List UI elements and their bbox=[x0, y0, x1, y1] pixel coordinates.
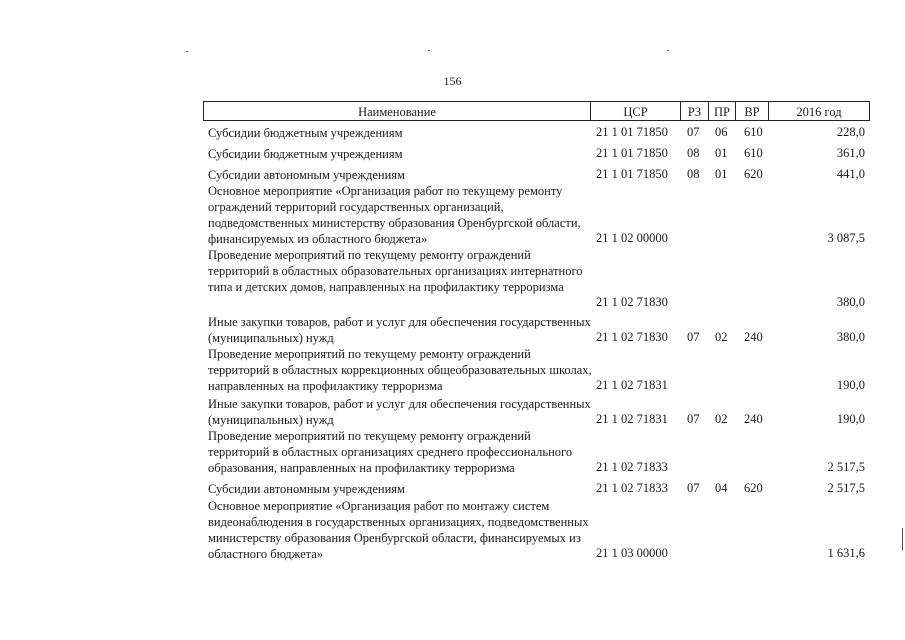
table-row bbox=[0, 146, 905, 164]
header-rz: РЗ bbox=[687, 105, 702, 119]
row-rz: 07 bbox=[687, 481, 700, 495]
row-csr: 21 1 02 00000 bbox=[596, 231, 668, 245]
table-row bbox=[0, 183, 905, 248]
scan-speck bbox=[186, 51, 188, 52]
row-sum: 1 631,6 bbox=[827, 546, 865, 560]
row-rz: 07 bbox=[687, 125, 700, 139]
row-sum: 361,0 bbox=[836, 146, 865, 160]
table-header bbox=[203, 101, 870, 121]
scan-speck bbox=[428, 50, 430, 51]
row-name: Субсидии автономным учреждениям bbox=[208, 168, 405, 182]
row-pr: 06 bbox=[715, 125, 728, 139]
row-csr: 21 1 02 71831 bbox=[596, 412, 668, 426]
row-sum: 190,0 bbox=[836, 378, 865, 392]
row-csr: 21 1 01 71850 bbox=[596, 146, 668, 160]
row-name: Проведение мероприятий по текущему ремонту ограждений территорий в областных организациях среднего профессионального образования, направленных на профилактику терроризма bbox=[208, 429, 573, 476]
row-pr: 02 bbox=[715, 412, 728, 426]
row-csr: 21 1 02 71833 bbox=[596, 460, 668, 474]
row-vr: 240 bbox=[744, 412, 763, 426]
page-number: 156 bbox=[443, 74, 462, 88]
row-name: Субсидии бюджетным учреждениям bbox=[208, 147, 403, 161]
row-pr: 04 bbox=[715, 481, 728, 495]
row-name: Проведение мероприятий по текущему ремонту ограждений территорий в областных коррекционных общеобразовательных школах, направленных на профилактику терроризма bbox=[208, 347, 592, 394]
row-name: Основное мероприятие «Организация работ по текущему ремонту ограждений территорий государственных организаций, подведомственных министерству образования Оренбургской области, финансируемых из областного бюджета» bbox=[208, 184, 581, 247]
header-csr: ЦСР bbox=[623, 105, 648, 119]
table-row bbox=[0, 125, 905, 143]
row-vr: 620 bbox=[744, 167, 763, 181]
row-vr: 610 bbox=[744, 125, 763, 139]
row-name: Иные закупки товаров, работ и услуг для обеспечения государственных (муниципальных) нужд bbox=[208, 397, 591, 428]
row-name: Иные закупки товаров, работ и услуг для обеспечения государственных (муниципальных) нужд bbox=[208, 315, 591, 346]
row-name: Проведение мероприятий по текущему ремонту ограждений территорий в областных образовательных организациях интернатного типа и детских домов, направленных на профилактику терроризма bbox=[208, 248, 583, 295]
header-year: 2016 год bbox=[796, 105, 842, 119]
row-pr: 01 bbox=[715, 146, 728, 160]
row-sum: 228,0 bbox=[836, 125, 865, 139]
row-sum: 2 517,5 bbox=[827, 481, 865, 495]
row-csr: 21 1 02 71830 bbox=[596, 295, 668, 309]
row-rz: 08 bbox=[687, 167, 700, 181]
row-csr: 21 1 01 71850 bbox=[596, 167, 668, 181]
header-vr: ВР bbox=[744, 105, 760, 119]
row-sum: 3 087,5 bbox=[827, 231, 865, 245]
row-vr: 610 bbox=[744, 146, 763, 160]
table-row bbox=[0, 396, 905, 429]
row-sum: 2 517,5 bbox=[827, 460, 865, 474]
row-pr: 02 bbox=[715, 330, 728, 344]
row-sum: 380,0 bbox=[836, 330, 865, 344]
table-row bbox=[0, 498, 905, 563]
row-name: Субсидии автономным учреждениям bbox=[208, 482, 405, 496]
row-name: Субсидии бюджетным учреждениям bbox=[208, 126, 403, 140]
row-vr: 240 bbox=[744, 330, 763, 344]
header-pr: ПР bbox=[714, 105, 730, 119]
row-name: Основное мероприятие «Организация работ по монтажу систем видеонаблюдения в государственных организациях, подведомственных министерству образования Оренбургской области, финансируемых из областного бюджета» bbox=[208, 499, 589, 562]
scan-edge-mark bbox=[902, 528, 903, 550]
row-sum: 441,0 bbox=[836, 167, 865, 181]
row-csr: 21 1 02 71833 bbox=[596, 481, 668, 495]
table-row bbox=[0, 481, 905, 499]
table-row bbox=[0, 247, 905, 312]
row-csr: 21 1 02 71830 bbox=[596, 330, 668, 344]
row-csr: 21 1 01 71850 bbox=[596, 125, 668, 139]
table-row bbox=[0, 346, 905, 395]
row-vr: 620 bbox=[744, 481, 763, 495]
table-row bbox=[0, 428, 905, 477]
row-sum: 190,0 bbox=[836, 412, 865, 426]
scan-speck bbox=[667, 50, 669, 51]
row-rz: 08 bbox=[687, 146, 700, 160]
row-csr: 21 1 03 00000 bbox=[596, 546, 668, 560]
row-rz: 07 bbox=[687, 330, 700, 344]
row-pr: 01 bbox=[715, 167, 728, 181]
header-name: Наименование bbox=[358, 105, 436, 119]
row-sum: 380,0 bbox=[836, 295, 865, 309]
row-rz: 07 bbox=[687, 412, 700, 426]
table-row bbox=[0, 314, 905, 347]
row-csr: 21 1 02 71831 bbox=[596, 378, 668, 392]
